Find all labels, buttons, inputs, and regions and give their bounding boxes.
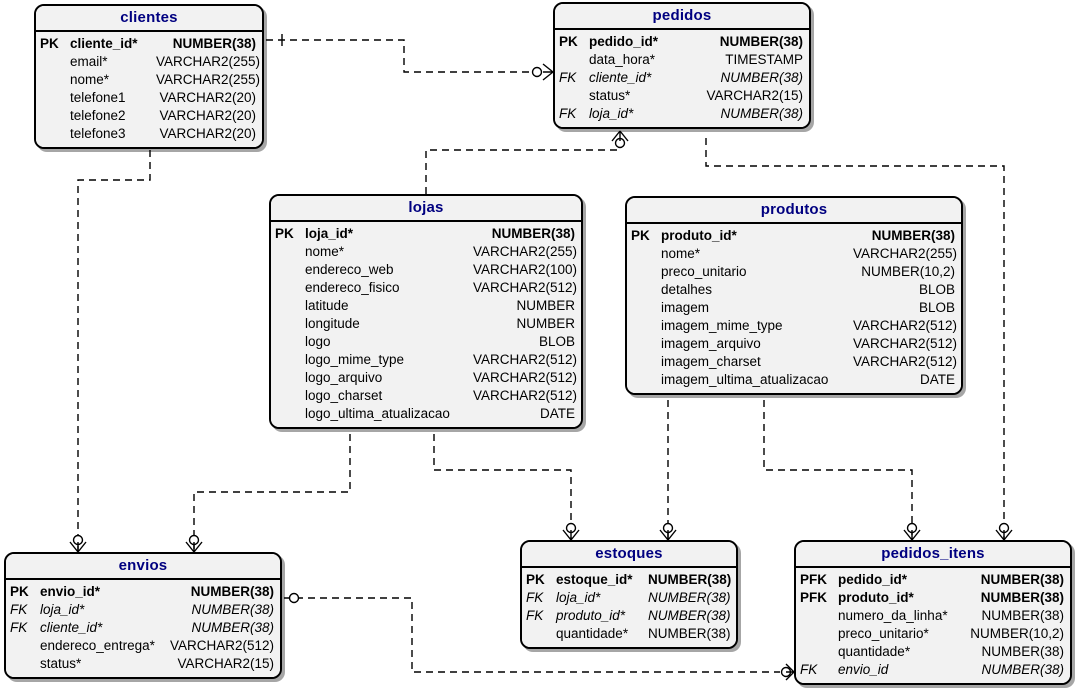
entity-pedidos-itens[interactable] [794, 540, 1072, 685]
entity-lojas[interactable] [269, 194, 583, 429]
attribute-type: NUMBER [516, 298, 575, 313]
attribute-row [271, 315, 581, 333]
attribute-row [36, 125, 262, 143]
attribute-row [796, 589, 1070, 607]
attribute-type: VARCHAR2(255) [853, 246, 958, 261]
attribute-type: NUMBER(10,2) [861, 264, 955, 279]
attribute-type: NUMBER(38) [980, 590, 1064, 605]
attribute-key: FK [10, 620, 28, 635]
attribute-type: VARCHAR2(512) [169, 638, 274, 653]
attribute-row [627, 299, 961, 317]
attribute-type: VARCHAR2(512) [853, 336, 958, 351]
attribute-name: pedido_id* [589, 34, 659, 49]
attribute-type: NUMBER [516, 316, 575, 331]
attribute-type: BLOB [918, 300, 955, 315]
attribute-row [271, 243, 581, 261]
entity-body-estoques [522, 568, 736, 647]
attribute-row [271, 351, 581, 369]
attribute-name: produto_id* [838, 590, 914, 605]
attribute-type: NUMBER(10,2) [970, 626, 1064, 641]
link-clientes-envios [78, 150, 150, 552]
attribute-name: imagem_ultima_atualizacao [661, 372, 829, 387]
entity-title-produtos: produtos [627, 198, 961, 224]
attribute-name: preco_unitario [661, 264, 747, 279]
attribute-type: VARCHAR2(20) [159, 126, 256, 141]
entity-body-pedidos-itens [796, 568, 1070, 683]
attribute-row [6, 619, 280, 637]
attribute-name: estoque_id* [556, 572, 633, 587]
attribute-key: PK [40, 36, 59, 51]
attribute-type: NUMBER(38) [191, 602, 274, 617]
attribute-row [522, 607, 736, 625]
attribute-type: VARCHAR2(15) [177, 656, 274, 671]
attribute-row [627, 371, 961, 389]
attribute-name: cliente_id* [70, 36, 138, 51]
attribute-row [36, 53, 262, 71]
attribute-name: status* [40, 656, 82, 671]
entity-body-envios [6, 580, 280, 677]
attribute-row [271, 333, 581, 351]
attribute-name: produto_id* [661, 228, 737, 243]
attribute-key: PK [275, 226, 294, 241]
entity-body-clientes [36, 32, 262, 147]
attribute-type: NUMBER(38) [720, 70, 803, 85]
attribute-name: imagem_mime_type [661, 318, 783, 333]
attribute-type: VARCHAR2(512) [473, 388, 578, 403]
attribute-name: longitude [305, 316, 360, 331]
attribute-type: NUMBER(38) [980, 572, 1064, 587]
attribute-row [796, 625, 1070, 643]
attribute-type: VARCHAR2(512) [853, 318, 958, 333]
attribute-row [271, 261, 581, 279]
attribute-row [627, 317, 961, 335]
attribute-name: telefone2 [70, 108, 126, 123]
attribute-row [271, 405, 581, 423]
entity-clientes[interactable] [34, 4, 264, 149]
attribute-row [36, 89, 262, 107]
attribute-name: cliente_id* [40, 620, 103, 635]
entity-title-lojas: lojas [271, 196, 581, 222]
attribute-type: VARCHAR2(15) [706, 88, 803, 103]
attribute-row [271, 279, 581, 297]
attribute-row [271, 225, 581, 243]
attribute-type: NUMBER(38) [871, 228, 955, 243]
attribute-row [6, 637, 280, 655]
attribute-name: imagem [661, 300, 710, 315]
attribute-name: email* [70, 54, 108, 69]
attribute-key: PFK [800, 590, 827, 605]
attribute-type: VARCHAR2(512) [473, 352, 578, 367]
attribute-name: latitude [305, 298, 349, 313]
attribute-type: TIMESTAMP [725, 52, 803, 67]
attribute-name: logo_charset [305, 388, 383, 403]
attribute-row [271, 369, 581, 387]
attribute-name: loja_id* [556, 590, 601, 605]
entity-title-envios: envios [6, 554, 280, 580]
attribute-name: produto_id* [556, 608, 626, 623]
attribute-key: PFK [800, 572, 827, 587]
attribute-type: NUMBER(38) [491, 226, 575, 241]
attribute-row [36, 71, 262, 89]
attribute-type: VARCHAR2(255) [156, 72, 261, 87]
attribute-name: nome* [661, 246, 701, 261]
attribute-row [555, 87, 809, 105]
link-lojas-envios [194, 434, 350, 552]
attribute-name: imagem_charset [661, 354, 761, 369]
attribute-type: VARCHAR2(20) [159, 90, 256, 105]
attribute-name: endereco_entrega* [40, 638, 155, 653]
entity-envios[interactable] [4, 552, 282, 679]
attribute-name: envio_id [838, 662, 889, 677]
entity-title-pedidos: pedidos [555, 4, 809, 30]
attribute-row [522, 589, 736, 607]
attribute-name: pedido_id* [838, 572, 908, 587]
attribute-name: logo_mime_type [305, 352, 405, 367]
attribute-type: BLOB [538, 334, 575, 349]
entity-produtos[interactable] [625, 196, 963, 395]
attribute-name: detalhes [661, 282, 713, 297]
attribute-key: FK [800, 662, 818, 677]
entity-body-pedidos [555, 30, 809, 127]
attribute-row [36, 35, 262, 53]
attribute-type: VARCHAR2(512) [473, 280, 578, 295]
attribute-type: NUMBER(38) [172, 36, 256, 51]
attribute-key: FK [526, 608, 544, 623]
attribute-name: loja_id* [589, 106, 634, 121]
entity-title-clientes: clientes [36, 6, 262, 32]
attribute-name: nome* [70, 72, 110, 87]
attribute-name: numero_da_linha* [838, 608, 948, 623]
attribute-name: imagem_arquivo [661, 336, 761, 351]
attribute-name: telefone1 [70, 90, 126, 105]
attribute-key: PK [631, 228, 650, 243]
attribute-type: VARCHAR2(100) [473, 262, 578, 277]
attribute-row [627, 281, 961, 299]
attribute-row [627, 263, 961, 281]
attribute-type: NUMBER(38) [648, 626, 731, 641]
attribute-name: logo_ultima_atualizacao [305, 406, 450, 421]
attribute-name: endereco_web [305, 262, 394, 277]
attribute-key: FK [559, 106, 577, 121]
entity-body-lojas [271, 222, 581, 427]
attribute-type: NUMBER(38) [719, 34, 803, 49]
attribute-name: logo [305, 334, 331, 349]
attribute-type: BLOB [918, 282, 955, 297]
attribute-row [522, 625, 736, 643]
attribute-row [627, 245, 961, 263]
entity-title-pedidos-itens: pedidos_itens [796, 542, 1070, 568]
link-lojas-pedidos [426, 138, 620, 194]
attribute-type: DATE [919, 372, 955, 387]
attribute-row [36, 107, 262, 125]
attribute-row [796, 661, 1070, 679]
attribute-name: loja_id* [305, 226, 354, 241]
entity-title-estoques: estoques [522, 542, 736, 568]
attribute-type: NUMBER(38) [191, 620, 274, 635]
attribute-name: envio_id* [40, 584, 101, 599]
attribute-type: NUMBER(38) [648, 608, 731, 623]
attribute-row [555, 69, 809, 87]
attribute-name: loja_id* [40, 602, 85, 617]
attribute-name: cliente_id* [589, 70, 652, 85]
attribute-key: FK [526, 590, 544, 605]
attribute-name: nome* [305, 244, 345, 259]
attribute-row [627, 353, 961, 371]
attribute-row [627, 227, 961, 245]
attribute-row [522, 571, 736, 589]
attribute-key: FK [559, 70, 577, 85]
attribute-type: VARCHAR2(512) [473, 370, 578, 385]
attribute-row [6, 601, 280, 619]
attribute-key: PK [559, 34, 578, 49]
link-lojas-estoques [434, 434, 571, 540]
attribute-name: data_hora* [589, 52, 656, 67]
attribute-name: quantidade* [556, 626, 629, 641]
attribute-name: quantidade* [838, 644, 911, 659]
attribute-type: VARCHAR2(255) [156, 54, 261, 69]
attribute-type: NUMBER(38) [648, 590, 731, 605]
link-produtos-pedidositens [764, 400, 912, 540]
attribute-type: DATE [539, 406, 575, 421]
attribute-type: NUMBER(38) [720, 106, 803, 121]
attribute-type: NUMBER(38) [190, 584, 274, 599]
attribute-type: NUMBER(38) [981, 644, 1064, 659]
attribute-type: NUMBER(38) [981, 662, 1064, 677]
link-clientes-pedidos [266, 40, 531, 72]
attribute-type: NUMBER(38) [981, 608, 1064, 623]
attribute-type: VARCHAR2(20) [159, 108, 256, 123]
attribute-key: FK [10, 602, 28, 617]
attribute-row [271, 387, 581, 405]
attribute-row [555, 33, 809, 51]
attribute-name: logo_arquivo [305, 370, 383, 385]
attribute-row [6, 655, 280, 673]
attribute-name: status* [589, 88, 631, 103]
attribute-row [555, 105, 809, 123]
entity-pedidos[interactable] [553, 2, 811, 129]
attribute-type: VARCHAR2(255) [473, 244, 578, 259]
attribute-name: preco_unitario* [838, 626, 929, 641]
attribute-type: NUMBER(38) [648, 572, 732, 587]
entity-estoques[interactable] [520, 540, 738, 649]
attribute-row [6, 583, 280, 601]
entity-body-produtos [627, 224, 961, 393]
attribute-row [555, 51, 809, 69]
attribute-row [271, 297, 581, 315]
attribute-row [627, 335, 961, 353]
attribute-key: PK [526, 572, 545, 587]
attribute-row [796, 643, 1070, 661]
attribute-name: telefone3 [70, 126, 126, 141]
attribute-row [796, 607, 1070, 625]
attribute-name: endereco_fisico [305, 280, 400, 295]
attribute-type: VARCHAR2(512) [853, 354, 958, 369]
attribute-key: PK [10, 584, 29, 599]
attribute-row [796, 571, 1070, 589]
